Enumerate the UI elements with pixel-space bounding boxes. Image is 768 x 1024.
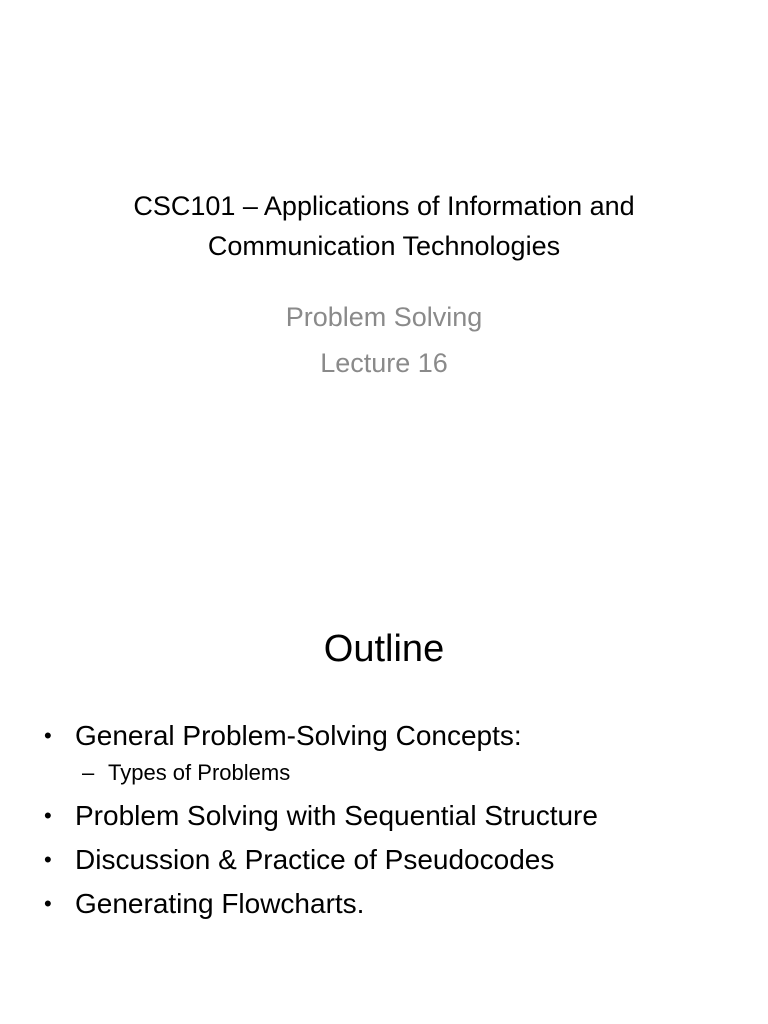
bullet-marker: • xyxy=(44,891,52,916)
bullet-text: Discussion & Practice of Pseudocodes xyxy=(75,844,555,875)
subtitle-topic: Problem Solving xyxy=(285,302,483,332)
bullet-marker: • xyxy=(44,847,52,872)
bullet-item xyxy=(44,882,744,926)
sub-bullet-item xyxy=(44,754,744,792)
bullet-text: Problem Solving with Sequential Structure xyxy=(75,800,598,831)
outline-title: Outline xyxy=(323,628,445,670)
bullet-item xyxy=(44,794,744,838)
bullet-item xyxy=(44,714,744,758)
slide-title-line-1: CSC101 – Applications of Information and xyxy=(133,191,635,221)
bullet-item xyxy=(44,838,744,882)
bullet-marker: • xyxy=(44,803,52,828)
sub-bullet-marker: – xyxy=(82,760,95,785)
subtitle-lecture: Lecture 16 xyxy=(320,348,448,378)
slide-subtitle xyxy=(60,294,708,386)
slide-title-line-2: Communication Technologies xyxy=(207,231,561,261)
sub-bullet-text: Types of Problems xyxy=(108,760,291,785)
outline-bullet-list xyxy=(44,714,744,926)
outline-slide xyxy=(0,512,768,1024)
bullet-text: Generating Flowcharts. xyxy=(75,888,365,919)
bullet-text: General Problem-Solving Concepts: xyxy=(75,720,522,751)
slide-title xyxy=(60,186,708,266)
bullet-marker: • xyxy=(44,723,52,748)
